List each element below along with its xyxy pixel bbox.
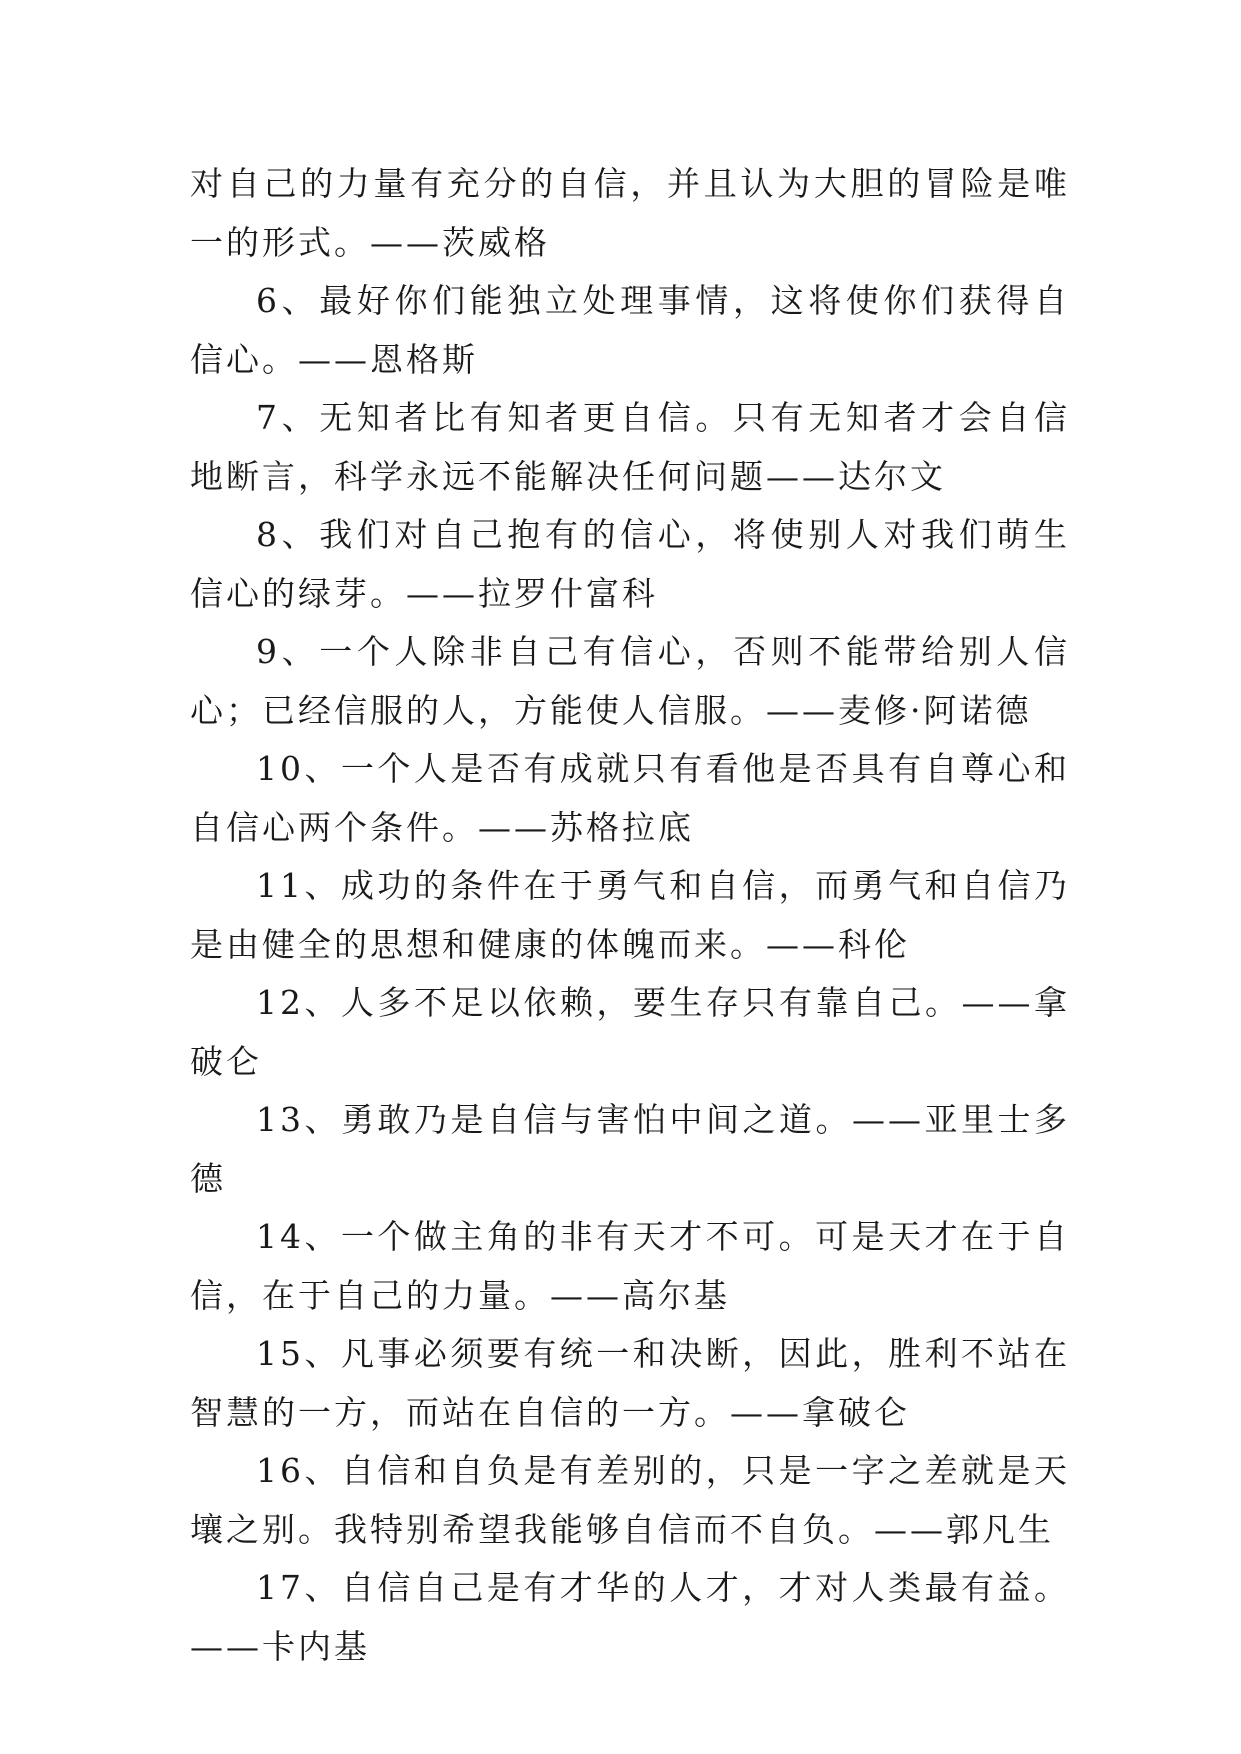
quote-item-8: 8、我们对自己抱有的信心，将使别人对我们萌生信心的绿芽。——拉罗什富科 bbox=[190, 515, 1070, 613]
quote-item-15: 15、凡事必须要有统一和决断，因此，胜利不站在智慧的一方，而站在自信的一方。——拿破仑 bbox=[190, 1334, 1070, 1432]
document-body bbox=[190, 155, 1070, 1676]
quote-item-11: 11、成功的条件在于勇气和自信，而勇气和自信乃是由健全的思想和健康的体魄而来。——科伦 bbox=[190, 866, 1070, 964]
quote-item-10: 10、一个人是否有成就只有看他是否具有自尊心和自信心两个条件。——苏格拉底 bbox=[190, 749, 1070, 847]
quote-item-13: 13、勇敢乃是自信与害怕中间之道。——亚里士多德 bbox=[190, 1100, 1070, 1198]
quote-item-12: 12、人多不足以依赖，要生存只有靠自己。——拿破仑 bbox=[190, 983, 1070, 1081]
quote-item-17: 17、自信自己是有才华的人才，才对人类最有益。——卡内基 bbox=[190, 1568, 1070, 1666]
paragraph-continuation: 对自己的力量有充分的自信，并且认为大胆的冒险是唯一的形式。——茨威格 bbox=[190, 164, 1070, 262]
quote-item-7: 7、无知者比有知者更自信。只有无知者才会自信地断言，科学永远不能解决任何问题——达尔文 bbox=[190, 398, 1070, 496]
quote-item-14: 14、一个做主角的非有天才不可。可是天才在于自信，在于自己的力量。——高尔基 bbox=[190, 1217, 1070, 1315]
quote-item-16: 16、自信和自负是有差别的，只是一字之差就是天壤之别。我特别希望我能够自信而不自负。——郭凡生 bbox=[190, 1451, 1070, 1549]
quote-item-9: 9、一个人除非自己有信心，否则不能带给别人信心；已经信服的人，方能使人信服。——麦修·阿诺德 bbox=[190, 632, 1070, 730]
quote-item-6: 6、最好你们能独立处理事情，这将使你们获得自信心。——恩格斯 bbox=[190, 281, 1070, 379]
